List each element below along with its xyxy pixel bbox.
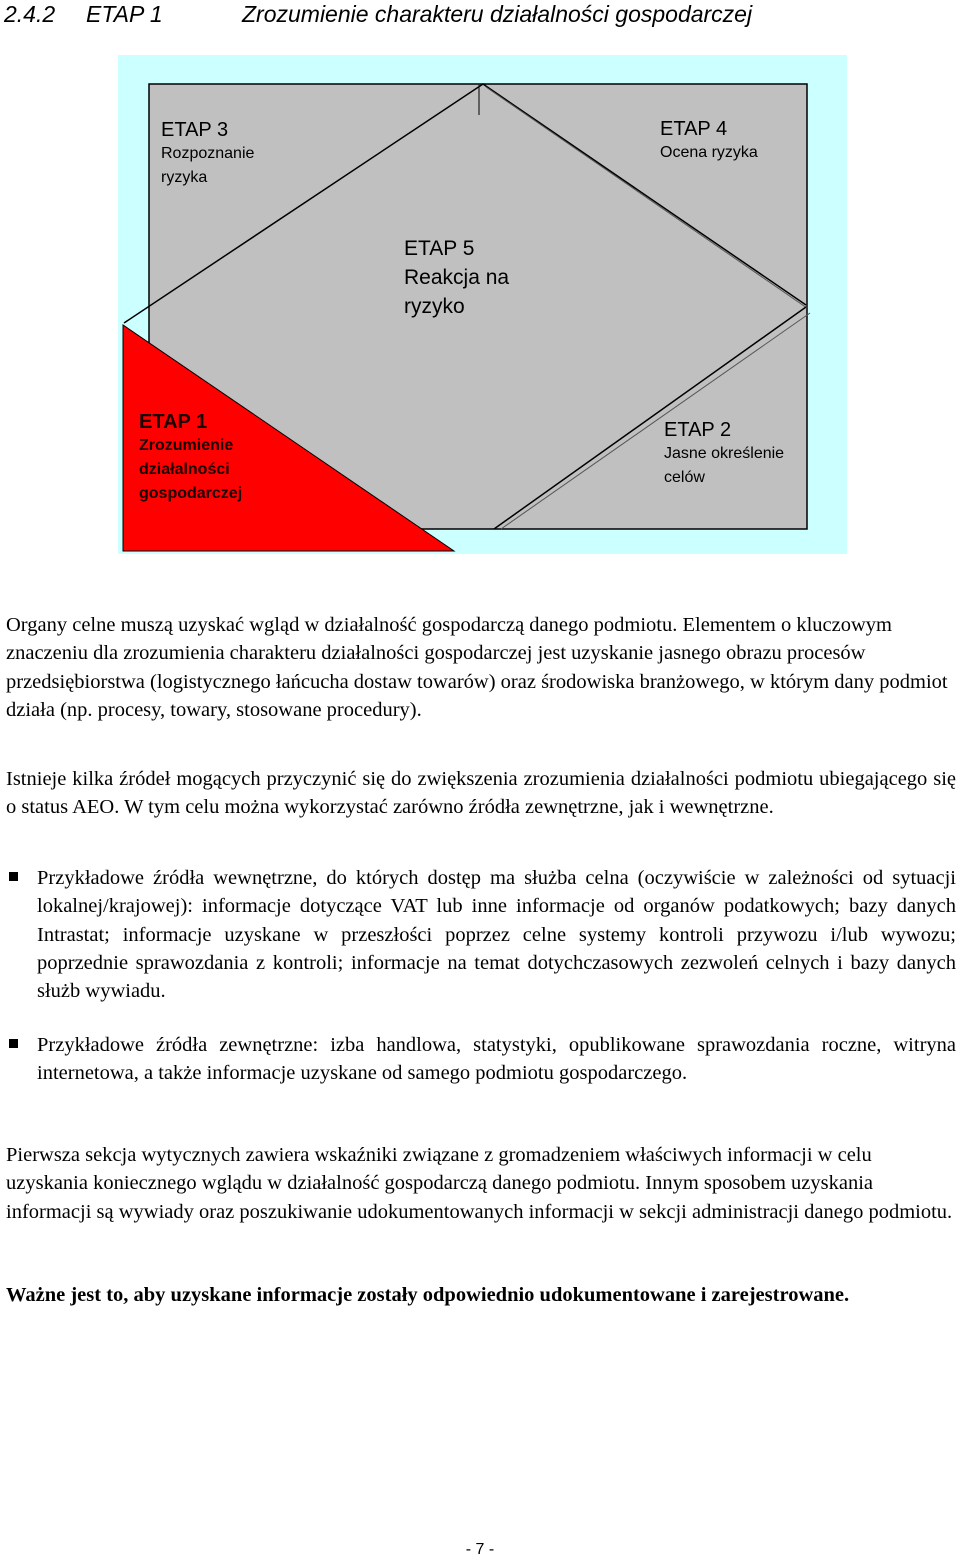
- paragraph-business-insight: Organy celne muszą uzyskać wgląd w działalność gospodarczą danego podmiotu. Elementem o kluczowym znaczeniu dla zrozumienia charakteru działalności gospodarczej jest uzyskanie jasnego obrazu procesów przedsiębiorstwa (logistycznego łańcucha dostaw towarów) oraz środowiska branżowego, w którym dany podmiot działa (np. procesy, towary, stosowane procedury).: [6, 614, 948, 721]
- section-number: 2.4.2: [4, 1, 56, 27]
- page-number: - 7 -: [465, 1541, 495, 1558]
- bullet-external-sources: Przykładowe źródła zewnętrzne: izba handlowa, statystyki, opublikowane sprawozdania roczne, witryna internetowa, a także informacje uzyskane od samego podmiotu gospodarczego.: [6, 1031, 956, 1088]
- risk-stages-diagram: [118, 55, 847, 554]
- etap2-label: ETAP 2 Jasne określenie celów: [664, 419, 785, 486]
- etap5-label: ETAP 5 Reakcja na ryzyko: [404, 237, 510, 318]
- square-bullet-icon: [9, 1039, 18, 1048]
- section-heading: [4, 0, 954, 28]
- section-stage: ETAP 1: [86, 1, 163, 27]
- etap4-label: ETAP 4 Ocena ryzyka: [660, 118, 758, 161]
- section-title: Zrozumienie charakteru działalności gospodarczej: [242, 1, 753, 27]
- etap1-label: ETAP 1 Zrozumienie działalności gospodarczej: [139, 411, 243, 502]
- paragraph-important-note: Ważne jest to, aby uzyskane informacje zostały odpowiednio udokumentowane i zarejestrowane.: [6, 1284, 850, 1306]
- bullet-internal-sources: Przykładowe źródła wewnętrzne, do których dostęp ma służba celna (oczywiście w zależności od sytuacji lokalnej/krajowej): informacje dotyczące VAT lub inne informacje od organów podatkowych; bazy danych Intrastat; informacje uzyskane w przeszłości poprzez celne systemy kontroli przywozu i/lub wywozu; poprzednie sprawozdania z kontroli; informacje na temat dotychczasowych zezwoleń celnych i bazy danych służb wywiadu.: [6, 864, 956, 1005]
- etap3-label: ETAP 3 Rozpoznanie ryzyka: [161, 119, 255, 186]
- paragraph-guidelines-section: Pierwsza sekcja wytycznych zawiera wskaźniki związane z gromadzeniem właściwych informacji w celu uzyskania koniecznego wglądu w działalność gospodarczą danego podmiotu. Innym sposobem uzyskania informacji są wywiady oraz poszukiwanie udokumentowanych informacji w sekcji administracji danego podmiotu.: [6, 1144, 953, 1223]
- square-bullet-icon: [9, 872, 18, 881]
- paragraph-information-sources: Istnieje kilka źródeł mogących przyczynić się do zwiększenia zrozumienia działalności podmiotu ubiegającego się o status AEO. W tym celu można wykorzystać zarówno źródła zewnętrzne, jak i wewnętrzne.: [6, 768, 956, 819]
